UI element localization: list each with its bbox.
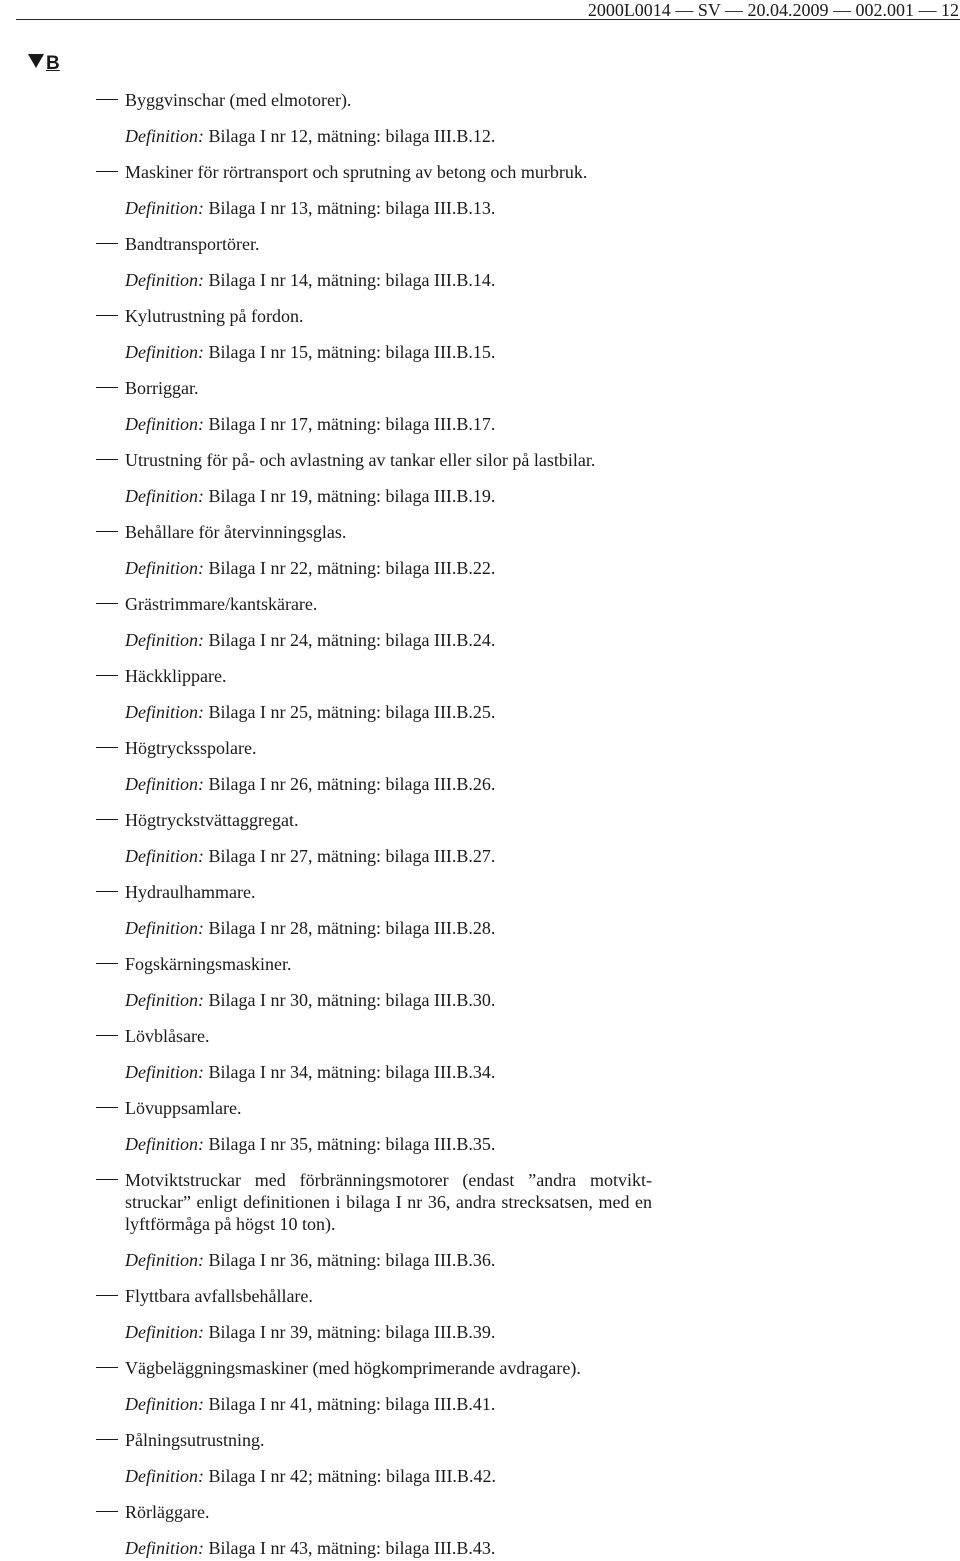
list-item: Fogskärningsmaskiner. xyxy=(96,953,292,975)
document-language: SV xyxy=(697,0,721,20)
definition-line: Definition: Bilaga I nr 34, mätning: bilaga III.B.34. xyxy=(125,1062,496,1082)
page-number: 12 xyxy=(941,0,959,20)
dash-icon xyxy=(96,387,118,388)
list-item: Häckklippare. xyxy=(96,665,226,687)
definition-line: Definition: Bilaga I nr 41, mätning: bilaga III.B.41. xyxy=(125,1394,496,1414)
amendment-marker-letter: B xyxy=(46,53,60,74)
triangle-down-icon xyxy=(28,54,44,68)
dash-icon xyxy=(96,963,118,964)
amendment-marker[interactable] xyxy=(28,54,60,74)
document-code: 2000L0014 xyxy=(587,0,671,20)
definition-line: Definition: Bilaga I nr 13, mätning: bilaga III.B.13. xyxy=(125,198,496,218)
header-rule xyxy=(16,19,960,20)
definition-line: Definition: Bilaga I nr 30, mätning: bilaga III.B.30. xyxy=(125,990,496,1010)
definition-line: Definition: Bilaga I nr 35, mätning: bilaga III.B.35. xyxy=(125,1134,496,1154)
list-item: Borriggar. xyxy=(96,377,199,399)
dash-icon xyxy=(96,675,118,676)
definition-line: Definition: Bilaga I nr 25, mätning: bilaga III.B.25. xyxy=(125,702,496,722)
list-item: Rörläggare. xyxy=(96,1501,209,1523)
list-item: Grästrimmare/kantskärare. xyxy=(96,593,317,615)
dash-icon xyxy=(96,171,118,172)
list-item: Utrustning för på- och avlastning av tankar eller silor på lastbilar. xyxy=(96,449,595,471)
dash-icon xyxy=(96,531,118,532)
list-item: Högtrycksspolare. xyxy=(96,737,256,759)
list-item: Motviktstruckar med förbränningsmotorer (endast ”andra motviktstruckar” enligt definitionen i bilaga I nr 36, andra strecksatsen, med en lyftförmåga på högst 10 ton). xyxy=(96,1169,652,1235)
list-item: Högtryckstvättaggregat. xyxy=(96,809,298,831)
definition-line: Definition: Bilaga I nr 43, mätning: bilaga III.B.43. xyxy=(125,1538,496,1558)
definition-line: Definition: Bilaga I nr 26, mätning: bilaga III.B.26. xyxy=(125,774,496,794)
document-version: 002.001 xyxy=(855,0,914,20)
definition-line: Definition: Bilaga I nr 39, mätning: bilaga III.B.39. xyxy=(125,1322,496,1342)
dash-icon xyxy=(96,1179,118,1180)
dash-icon xyxy=(96,1295,118,1296)
dash-icon xyxy=(96,1367,118,1368)
running-header: 2000L0014 — SV — 20.04.2009 — 002.001 — 12 xyxy=(587,0,959,20)
dash-icon xyxy=(96,1107,118,1108)
definition-line: Definition: Bilaga I nr 42; mätning: bilaga III.B.42. xyxy=(125,1466,496,1486)
dash-icon xyxy=(96,891,118,892)
dash-icon xyxy=(96,99,118,100)
page-header xyxy=(0,0,960,20)
dash-icon xyxy=(96,1439,118,1440)
list-item: Lövblåsare. xyxy=(96,1025,209,1047)
dash-icon xyxy=(96,603,118,604)
dash-icon xyxy=(96,1511,118,1512)
list-item: Flyttbara avfallsbehållare. xyxy=(96,1285,313,1307)
list-item: Bandtransportörer. xyxy=(96,233,259,255)
dash-icon xyxy=(96,243,118,244)
definition-line: Definition: Bilaga I nr 17, mätning: bilaga III.B.17. xyxy=(125,414,496,434)
definition-line: Definition: Bilaga I nr 22, mätning: bilaga III.B.22. xyxy=(125,558,496,578)
list-item: Kylutrustning på fordon. xyxy=(96,305,303,327)
dash-icon xyxy=(96,747,118,748)
definition-line: Definition: Bilaga I nr 36, mätning: bilaga III.B.36. xyxy=(125,1250,496,1270)
dash-icon xyxy=(96,459,118,460)
definition-line: Definition: Bilaga I nr 15, mätning: bilaga III.B.15. xyxy=(125,342,496,362)
dash-icon xyxy=(96,1035,118,1036)
definition-line: Definition: Bilaga I nr 19, mätning: bilaga III.B.19. xyxy=(125,486,496,506)
list-item: Hydraulhammare. xyxy=(96,881,255,903)
definition-line: Definition: Bilaga I nr 28, mätning: bilaga III.B.28. xyxy=(125,918,496,938)
list-item: Lövuppsamlare. xyxy=(96,1097,241,1119)
list-item: Byggvinschar (med elmotorer). xyxy=(96,89,351,111)
definition-line: Definition: Bilaga I nr 27, mätning: bilaga III.B.27. xyxy=(125,846,496,866)
list-item: Maskiner för rörtransport och sprutning av betong och murbruk. xyxy=(96,161,587,183)
document-date: 20.04.2009 xyxy=(747,0,829,20)
dash-icon xyxy=(96,819,118,820)
definition-line: Definition: Bilaga I nr 24, mätning: bilaga III.B.24. xyxy=(125,630,496,650)
list-item: Pålningsutrustning. xyxy=(96,1429,265,1451)
list-item: Behållare för återvinningsglas. xyxy=(96,521,346,543)
dash-icon xyxy=(96,315,118,316)
list-item: Vägbeläggningsmaskiner (med högkomprimerande avdragare). xyxy=(96,1357,581,1379)
definition-line: Definition: Bilaga I nr 14, mätning: bilaga III.B.14. xyxy=(125,270,496,290)
definition-line: Definition: Bilaga I nr 12, mätning: bilaga III.B.12. xyxy=(125,126,496,146)
